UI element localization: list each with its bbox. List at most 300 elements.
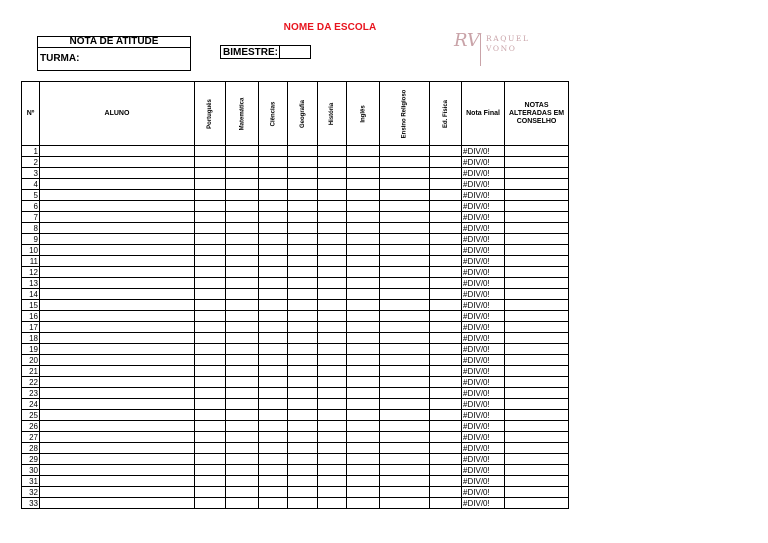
grade-cell[interactable] — [288, 157, 318, 168]
student-cell[interactable] — [40, 311, 195, 322]
student-cell[interactable] — [40, 146, 195, 157]
grade-cell[interactable] — [380, 179, 430, 190]
grade-cell[interactable] — [430, 355, 462, 366]
council-grade-cell[interactable] — [505, 146, 569, 157]
grade-cell[interactable] — [430, 300, 462, 311]
grade-cell[interactable] — [195, 410, 226, 421]
grade-cell[interactable] — [347, 245, 380, 256]
grade-cell[interactable] — [225, 168, 259, 179]
grade-cell[interactable] — [225, 256, 259, 267]
grade-cell[interactable] — [347, 399, 380, 410]
grade-cell[interactable] — [288, 234, 318, 245]
grade-cell[interactable] — [347, 322, 380, 333]
council-grade-cell[interactable] — [505, 388, 569, 399]
grade-cell[interactable] — [288, 278, 318, 289]
grade-cell[interactable] — [225, 322, 259, 333]
grade-cell[interactable] — [225, 399, 259, 410]
grade-cell[interactable] — [225, 498, 259, 509]
grade-cell[interactable] — [318, 223, 347, 234]
grade-cell[interactable] — [430, 245, 462, 256]
grade-cell[interactable] — [380, 410, 430, 421]
grade-cell[interactable] — [318, 245, 347, 256]
grade-cell[interactable] — [430, 388, 462, 399]
grade-cell[interactable] — [259, 344, 288, 355]
council-grade-cell[interactable] — [505, 256, 569, 267]
council-grade-cell[interactable] — [505, 476, 569, 487]
grade-cell[interactable] — [380, 421, 430, 432]
council-grade-cell[interactable] — [505, 377, 569, 388]
grade-cell[interactable] — [318, 377, 347, 388]
grade-cell[interactable] — [380, 366, 430, 377]
council-grade-cell[interactable] — [505, 399, 569, 410]
grade-cell[interactable] — [430, 223, 462, 234]
grade-cell[interactable] — [430, 432, 462, 443]
grade-cell[interactable] — [430, 212, 462, 223]
grade-cell[interactable] — [380, 388, 430, 399]
grade-cell[interactable] — [259, 421, 288, 432]
grade-cell[interactable] — [347, 454, 380, 465]
student-cell[interactable] — [40, 465, 195, 476]
grade-cell[interactable] — [225, 201, 259, 212]
council-grade-cell[interactable] — [505, 366, 569, 377]
student-cell[interactable] — [40, 388, 195, 399]
grade-cell[interactable] — [195, 179, 226, 190]
grade-cell[interactable] — [318, 333, 347, 344]
grade-cell[interactable] — [195, 223, 226, 234]
grade-cell[interactable] — [225, 278, 259, 289]
grade-cell[interactable] — [225, 223, 259, 234]
student-cell[interactable] — [40, 498, 195, 509]
grade-cell[interactable] — [225, 454, 259, 465]
grade-cell[interactable] — [347, 443, 380, 454]
council-grade-cell[interactable] — [505, 234, 569, 245]
student-cell[interactable] — [40, 300, 195, 311]
grade-cell[interactable] — [288, 201, 318, 212]
grade-cell[interactable] — [288, 388, 318, 399]
grade-cell[interactable] — [195, 267, 226, 278]
grade-cell[interactable] — [347, 278, 380, 289]
grade-cell[interactable] — [288, 421, 318, 432]
grade-cell[interactable] — [347, 212, 380, 223]
grade-cell[interactable] — [195, 355, 226, 366]
grade-cell[interactable] — [380, 157, 430, 168]
grade-cell[interactable] — [288, 190, 318, 201]
council-grade-cell[interactable] — [505, 267, 569, 278]
grade-cell[interactable] — [259, 146, 288, 157]
grade-cell[interactable] — [380, 333, 430, 344]
grade-cell[interactable] — [380, 399, 430, 410]
grade-cell[interactable] — [225, 377, 259, 388]
grade-cell[interactable] — [225, 190, 259, 201]
grade-cell[interactable] — [430, 399, 462, 410]
council-grade-cell[interactable] — [505, 289, 569, 300]
grade-cell[interactable] — [380, 201, 430, 212]
student-cell[interactable] — [40, 278, 195, 289]
grade-cell[interactable] — [380, 344, 430, 355]
grade-cell[interactable] — [195, 344, 226, 355]
grade-cell[interactable] — [259, 399, 288, 410]
student-cell[interactable] — [40, 355, 195, 366]
grade-cell[interactable] — [380, 256, 430, 267]
student-cell[interactable] — [40, 256, 195, 267]
grade-cell[interactable] — [380, 267, 430, 278]
grade-cell[interactable] — [318, 300, 347, 311]
grade-cell[interactable] — [318, 267, 347, 278]
grade-cell[interactable] — [288, 487, 318, 498]
grade-cell[interactable] — [380, 278, 430, 289]
grade-cell[interactable] — [347, 487, 380, 498]
grade-cell[interactable] — [347, 289, 380, 300]
grade-cell[interactable] — [259, 157, 288, 168]
grade-cell[interactable] — [430, 311, 462, 322]
grade-cell[interactable] — [430, 498, 462, 509]
grade-cell[interactable] — [195, 399, 226, 410]
grade-cell[interactable] — [380, 454, 430, 465]
grade-cell[interactable] — [318, 190, 347, 201]
student-cell[interactable] — [40, 366, 195, 377]
bimester-value-field[interactable] — [279, 45, 311, 59]
grade-cell[interactable] — [259, 454, 288, 465]
grade-cell[interactable] — [347, 146, 380, 157]
grade-cell[interactable] — [225, 157, 259, 168]
grade-cell[interactable] — [318, 399, 347, 410]
grade-cell[interactable] — [430, 157, 462, 168]
grade-cell[interactable] — [380, 498, 430, 509]
student-cell[interactable] — [40, 454, 195, 465]
grade-cell[interactable] — [430, 289, 462, 300]
grade-cell[interactable] — [430, 476, 462, 487]
grade-cell[interactable] — [430, 179, 462, 190]
grade-cell[interactable] — [195, 432, 226, 443]
grade-cell[interactable] — [195, 465, 226, 476]
grade-cell[interactable] — [195, 256, 226, 267]
grade-cell[interactable] — [318, 289, 347, 300]
grade-cell[interactable] — [380, 377, 430, 388]
grade-cell[interactable] — [380, 234, 430, 245]
grade-cell[interactable] — [347, 201, 380, 212]
grade-cell[interactable] — [225, 410, 259, 421]
grade-cell[interactable] — [318, 234, 347, 245]
student-cell[interactable] — [40, 190, 195, 201]
grade-cell[interactable] — [225, 344, 259, 355]
grade-cell[interactable] — [259, 223, 288, 234]
student-cell[interactable] — [40, 487, 195, 498]
grade-cell[interactable] — [430, 190, 462, 201]
council-grade-cell[interactable] — [505, 498, 569, 509]
grade-cell[interactable] — [225, 366, 259, 377]
grade-cell[interactable] — [288, 300, 318, 311]
council-grade-cell[interactable] — [505, 443, 569, 454]
grade-cell[interactable] — [318, 311, 347, 322]
grade-cell[interactable] — [259, 322, 288, 333]
grade-cell[interactable] — [288, 289, 318, 300]
grade-cell[interactable] — [430, 333, 462, 344]
grade-cell[interactable] — [347, 421, 380, 432]
grade-cell[interactable] — [259, 234, 288, 245]
grade-cell[interactable] — [318, 146, 347, 157]
council-grade-cell[interactable] — [505, 333, 569, 344]
student-cell[interactable] — [40, 377, 195, 388]
grade-cell[interactable] — [195, 421, 226, 432]
grade-cell[interactable] — [380, 487, 430, 498]
grade-cell[interactable] — [347, 234, 380, 245]
grade-cell[interactable] — [318, 388, 347, 399]
grade-cell[interactable] — [318, 476, 347, 487]
grade-cell[interactable] — [195, 212, 226, 223]
grade-cell[interactable] — [225, 179, 259, 190]
student-cell[interactable] — [40, 344, 195, 355]
grade-cell[interactable] — [318, 421, 347, 432]
grade-cell[interactable] — [288, 344, 318, 355]
grade-cell[interactable] — [318, 498, 347, 509]
grade-cell[interactable] — [318, 201, 347, 212]
grade-cell[interactable] — [347, 432, 380, 443]
student-cell[interactable] — [40, 443, 195, 454]
grade-cell[interactable] — [318, 212, 347, 223]
grade-cell[interactable] — [380, 322, 430, 333]
council-grade-cell[interactable] — [505, 322, 569, 333]
student-cell[interactable] — [40, 179, 195, 190]
grade-cell[interactable] — [288, 465, 318, 476]
grade-cell[interactable] — [380, 168, 430, 179]
grade-cell[interactable] — [380, 190, 430, 201]
grade-cell[interactable] — [195, 498, 226, 509]
grade-cell[interactable] — [259, 245, 288, 256]
grade-cell[interactable] — [347, 267, 380, 278]
grade-cell[interactable] — [195, 366, 226, 377]
grade-cell[interactable] — [347, 388, 380, 399]
grade-cell[interactable] — [318, 454, 347, 465]
grade-cell[interactable] — [380, 443, 430, 454]
grade-cell[interactable] — [430, 344, 462, 355]
grade-cell[interactable] — [195, 157, 226, 168]
grade-cell[interactable] — [259, 410, 288, 421]
grade-cell[interactable] — [259, 256, 288, 267]
student-cell[interactable] — [40, 157, 195, 168]
grade-cell[interactable] — [347, 476, 380, 487]
grade-cell[interactable] — [195, 168, 226, 179]
grade-cell[interactable] — [318, 278, 347, 289]
student-cell[interactable] — [40, 399, 195, 410]
grade-cell[interactable] — [347, 256, 380, 267]
council-grade-cell[interactable] — [505, 465, 569, 476]
grade-cell[interactable] — [259, 300, 288, 311]
grade-cell[interactable] — [318, 256, 347, 267]
grade-cell[interactable] — [225, 311, 259, 322]
grade-cell[interactable] — [195, 311, 226, 322]
grade-cell[interactable] — [259, 388, 288, 399]
grade-cell[interactable] — [259, 212, 288, 223]
grade-cell[interactable] — [347, 498, 380, 509]
grade-cell[interactable] — [259, 289, 288, 300]
grade-cell[interactable] — [347, 465, 380, 476]
grade-cell[interactable] — [288, 443, 318, 454]
student-cell[interactable] — [40, 212, 195, 223]
grade-cell[interactable] — [430, 168, 462, 179]
grade-cell[interactable] — [318, 366, 347, 377]
grade-cell[interactable] — [318, 322, 347, 333]
grade-cell[interactable] — [318, 487, 347, 498]
grade-cell[interactable] — [195, 476, 226, 487]
grade-cell[interactable] — [288, 223, 318, 234]
grade-cell[interactable] — [225, 267, 259, 278]
student-cell[interactable] — [40, 476, 195, 487]
student-cell[interactable] — [40, 234, 195, 245]
student-cell[interactable] — [40, 245, 195, 256]
grade-cell[interactable] — [225, 443, 259, 454]
grade-cell[interactable] — [347, 179, 380, 190]
grade-cell[interactable] — [259, 267, 288, 278]
student-cell[interactable] — [40, 267, 195, 278]
grade-cell[interactable] — [288, 267, 318, 278]
grade-cell[interactable] — [430, 322, 462, 333]
grade-cell[interactable] — [430, 421, 462, 432]
student-cell[interactable] — [40, 201, 195, 212]
grade-cell[interactable] — [430, 267, 462, 278]
council-grade-cell[interactable] — [505, 223, 569, 234]
student-cell[interactable] — [40, 432, 195, 443]
grade-cell[interactable] — [225, 388, 259, 399]
grade-cell[interactable] — [259, 201, 288, 212]
grade-cell[interactable] — [380, 432, 430, 443]
grade-cell[interactable] — [195, 333, 226, 344]
grade-cell[interactable] — [318, 344, 347, 355]
grade-cell[interactable] — [259, 333, 288, 344]
grade-cell[interactable] — [288, 333, 318, 344]
grade-cell[interactable] — [288, 168, 318, 179]
grade-cell[interactable] — [259, 443, 288, 454]
student-cell[interactable] — [40, 333, 195, 344]
grade-cell[interactable] — [288, 366, 318, 377]
student-cell[interactable] — [40, 421, 195, 432]
grade-cell[interactable] — [288, 498, 318, 509]
grade-cell[interactable] — [430, 410, 462, 421]
student-cell[interactable] — [40, 168, 195, 179]
grade-cell[interactable] — [318, 157, 347, 168]
grade-cell[interactable] — [288, 256, 318, 267]
council-grade-cell[interactable] — [505, 201, 569, 212]
grade-cell[interactable] — [288, 399, 318, 410]
grade-cell[interactable] — [259, 168, 288, 179]
student-cell[interactable] — [40, 410, 195, 421]
grade-cell[interactable] — [259, 377, 288, 388]
council-grade-cell[interactable] — [505, 311, 569, 322]
grade-cell[interactable] — [195, 300, 226, 311]
grade-cell[interactable] — [225, 146, 259, 157]
grade-cell[interactable] — [225, 476, 259, 487]
grade-cell[interactable] — [380, 289, 430, 300]
grade-cell[interactable] — [347, 344, 380, 355]
grade-cell[interactable] — [288, 432, 318, 443]
grade-cell[interactable] — [259, 432, 288, 443]
grade-cell[interactable] — [195, 443, 226, 454]
grade-cell[interactable] — [195, 487, 226, 498]
grade-cell[interactable] — [380, 476, 430, 487]
grade-cell[interactable] — [288, 146, 318, 157]
council-grade-cell[interactable] — [505, 344, 569, 355]
grade-cell[interactable] — [225, 300, 259, 311]
grade-cell[interactable] — [195, 322, 226, 333]
council-grade-cell[interactable] — [505, 245, 569, 256]
student-cell[interactable] — [40, 223, 195, 234]
grade-cell[interactable] — [288, 410, 318, 421]
grade-cell[interactable] — [259, 278, 288, 289]
grade-cell[interactable] — [347, 333, 380, 344]
council-grade-cell[interactable] — [505, 300, 569, 311]
grade-cell[interactable] — [288, 322, 318, 333]
grade-cell[interactable] — [430, 366, 462, 377]
grade-cell[interactable] — [318, 465, 347, 476]
grade-cell[interactable] — [430, 256, 462, 267]
grade-cell[interactable] — [380, 146, 430, 157]
council-grade-cell[interactable] — [505, 355, 569, 366]
grade-cell[interactable] — [347, 355, 380, 366]
grade-cell[interactable] — [288, 377, 318, 388]
grade-cell[interactable] — [259, 476, 288, 487]
council-grade-cell[interactable] — [505, 157, 569, 168]
grade-cell[interactable] — [430, 201, 462, 212]
grade-cell[interactable] — [430, 234, 462, 245]
grade-cell[interactable] — [288, 179, 318, 190]
council-grade-cell[interactable] — [505, 212, 569, 223]
grade-cell[interactable] — [259, 465, 288, 476]
grade-cell[interactable] — [318, 355, 347, 366]
grade-cell[interactable] — [195, 201, 226, 212]
grade-cell[interactable] — [318, 168, 347, 179]
grade-cell[interactable] — [288, 355, 318, 366]
council-grade-cell[interactable] — [505, 432, 569, 443]
grade-cell[interactable] — [318, 443, 347, 454]
grade-cell[interactable] — [430, 377, 462, 388]
grade-cell[interactable] — [259, 487, 288, 498]
grade-cell[interactable] — [195, 388, 226, 399]
grade-cell[interactable] — [430, 443, 462, 454]
grade-cell[interactable] — [347, 223, 380, 234]
grade-cell[interactable] — [225, 355, 259, 366]
grade-cell[interactable] — [380, 311, 430, 322]
grade-cell[interactable] — [225, 487, 259, 498]
grade-cell[interactable] — [195, 377, 226, 388]
council-grade-cell[interactable] — [505, 454, 569, 465]
grade-cell[interactable] — [430, 454, 462, 465]
grade-cell[interactable] — [195, 454, 226, 465]
grade-cell[interactable] — [347, 300, 380, 311]
grade-cell[interactable] — [380, 223, 430, 234]
council-grade-cell[interactable] — [505, 410, 569, 421]
student-cell[interactable] — [40, 322, 195, 333]
grade-cell[interactable] — [195, 234, 226, 245]
grade-cell[interactable] — [225, 333, 259, 344]
grade-cell[interactable] — [195, 245, 226, 256]
grade-cell[interactable] — [318, 179, 347, 190]
grade-cell[interactable] — [430, 146, 462, 157]
grade-cell[interactable] — [288, 311, 318, 322]
grade-cell[interactable] — [225, 432, 259, 443]
grade-cell[interactable] — [347, 366, 380, 377]
grade-cell[interactable] — [259, 311, 288, 322]
council-grade-cell[interactable] — [505, 421, 569, 432]
grade-cell[interactable] — [347, 377, 380, 388]
grade-cell[interactable] — [347, 311, 380, 322]
grade-cell[interactable] — [225, 245, 259, 256]
grade-cell[interactable] — [225, 421, 259, 432]
grade-cell[interactable] — [288, 454, 318, 465]
grade-cell[interactable] — [259, 498, 288, 509]
grade-cell[interactable] — [318, 432, 347, 443]
grade-cell[interactable] — [288, 245, 318, 256]
grade-cell[interactable] — [225, 465, 259, 476]
grade-cell[interactable] — [347, 157, 380, 168]
